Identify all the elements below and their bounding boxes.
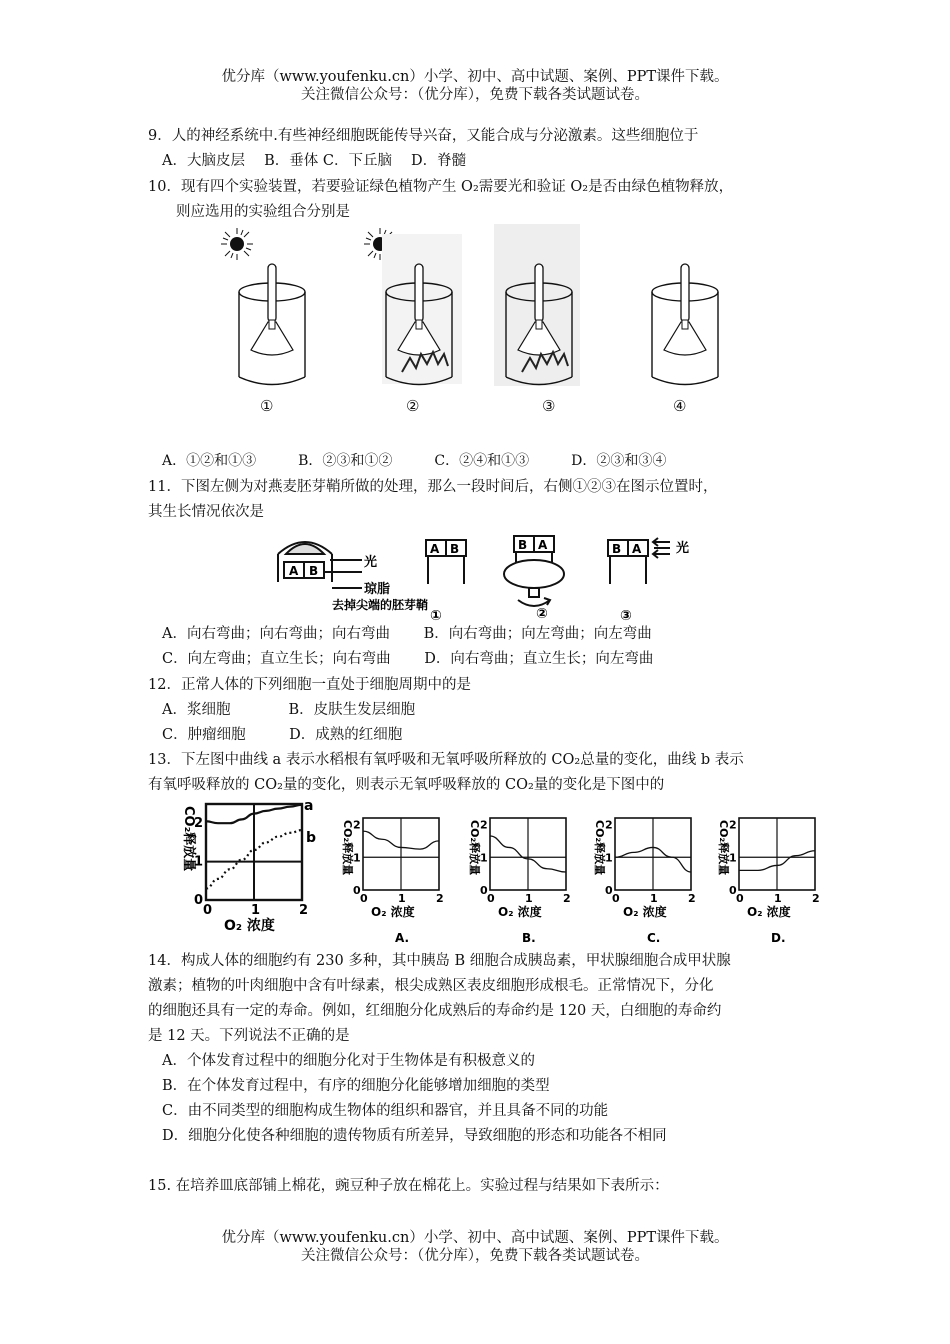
main-xtick: 1 [251,903,261,918]
panel-label-C.: C. [647,931,661,945]
p3-xlabel: O₂ 浓度 [623,905,667,919]
panel-label-B.: B. [522,931,536,945]
p4-xlabel: O₂ 浓度 [747,905,791,919]
p3-xtick: 2 [688,892,696,905]
q11-light-label-3: 光 [676,541,690,556]
p2-ytick: 1 [480,851,488,865]
main-xlabel: O₂ 浓度 [224,918,275,934]
p3-ytick: 2 [605,818,613,832]
p4-ytick: 0 [729,884,737,897]
main-curve-a-label: a [304,798,314,814]
p1-xtick: 2 [436,892,444,905]
main-ytick: 0 [194,893,204,908]
q13-stem-2: 有氧呼吸释放的 CO₂量的变化，则表示无氧呼吸释放的 CO₂量的变化是下图中的 [148,777,665,793]
p2-xtick: 2 [563,892,571,905]
q11-stem-1: 11．下图左侧为对燕麦胚芽鞘所做的处理，那么一段时间后，右侧①②③在图示位置时， [148,479,718,495]
p1-ytick: 1 [353,851,361,865]
q10-stem-1: 10．现有四个实验装置，若要验证绿色植物产生 O₂需要光和验证 O₂是否由绿色植物释放， [148,179,734,195]
p3-ytick: 1 [605,851,613,865]
p2-ytick: 2 [480,818,488,832]
q11-block-a-1: A [430,542,440,556]
p4-xtick: 0 [736,892,744,905]
page-header-line1: 优分库（www.youfenku.cn）小学、初中、高中试题、案例、PPT课件下载。 [221,69,729,85]
main-curve-b-label: b [306,830,317,846]
q10-options: A．①②和①③ B．②③和①② C．②④和①③ D．②③和③④ [162,453,667,469]
q14-option-b: B．在个体发育过程中，有序的细胞分化能够增加细胞的类型 [162,1078,550,1094]
q14-para-2: 激素；植物的叶肉细胞中含有叶绿素，根尖成熟区表皮细胞形成根毛。正常情况下，分化 [148,978,714,994]
panel-label-A.: A. [395,931,410,945]
page-header-line2: 关注微信公众号：（优分库），免费下载各类试题试卷。 [301,87,649,103]
q14-option-d: D．细胞分化使各种细胞的遗传物质有所差异，导致细胞的形态和功能各不相同 [162,1128,667,1144]
main-xtick: 0 [203,903,213,918]
q13-charts [166,798,826,950]
q14-para-1: 14．构成人体的细胞约有 230 多种，其中胰岛 B 细胞合成胰岛素，甲状腺细胞合成甲状腺 [148,953,731,969]
q11-coleoptile-figure [272,532,707,624]
q11-light-label: 光 [364,555,378,570]
p2-xtick: 1 [525,892,533,905]
q11-block-a-3: A [632,542,642,556]
q9-stem: 9．人的神经系统中.有些神经细胞既能传导兴奋，又能合成与分泌激素。这些细胞位于 [148,128,699,144]
p1-ylabel: CO₂释放量 [341,820,354,876]
p4-xtick: 2 [812,892,820,905]
p2-xtick: 0 [487,892,495,905]
p3-xtick: 0 [612,892,620,905]
q10-label-2: ② [406,397,420,415]
q11-block-b-3: B [612,542,622,556]
p1-xtick: 0 [360,892,368,905]
p3-ylabel: CO₂释放量 [593,820,606,876]
page-footer-line2: 关注微信公众号：（优分库），免费下载各类试题试卷。 [301,1248,649,1264]
p1-xlabel: O₂ 浓度 [371,905,415,919]
p3-ytick: 0 [605,884,613,897]
q11-block-b-1: B [450,542,460,556]
p2-ytick: 0 [480,884,488,897]
q11-block-a-left: A [289,564,299,578]
main-ytick: 1 [194,854,204,870]
q11-stem-2: 其生长情况依次是 [148,504,264,520]
q11-agar-label: 琼脂 [364,582,391,597]
p4-ytick: 1 [729,851,737,865]
q12-options-cd: C．肿瘤细胞 D．成熟的红细胞 [162,727,403,743]
q13-stem-1: 13．下左图中曲线 a 表示水稻根有氧呼吸和无氧呼吸所释放的 CO₂总量的变化，曲线 b 表示 [148,752,744,768]
p2-ylabel: CO₂释放量 [468,820,481,876]
q11-block-a-2: A [538,538,548,552]
q11-options-cd: C．向左弯曲；直立生长；向右弯曲 D．向右弯曲；直立生长；向左弯曲 [162,651,654,667]
q12-options-ab: A．浆细胞 B．皮肤生发层细胞 [162,702,416,718]
q14-option-a: A．个体发育过程中的细胞分化对于生物体是有积极意义的 [162,1053,535,1069]
q10-label-1: ① [260,397,274,415]
q10-label-3: ③ [542,397,556,415]
q15-stem: 15. 在培养皿底部铺上棉花，豌豆种子放在棉花上。实验过程与结果如下表所示： [148,1178,669,1194]
p4-xtick: 1 [774,892,782,905]
q11-block-b-2: B [518,538,528,552]
q11-n2: ② [536,606,548,622]
q14-para-3: 的细胞还具有一定的寿命。例如，红细胞分化成熟后的寿命约是 120 天，白细胞的寿命约 [148,1003,722,1019]
panel-label-D.: D. [771,931,786,945]
p1-ytick: 0 [353,884,361,897]
q11-removed-label: 去掉尖端的胚芽鞘 [332,598,429,612]
q14-option-c: C．由不同类型的细胞构成生物体的组织和器官，并且具备不同的功能 [162,1103,609,1119]
q10-apparatus-figure [210,222,740,397]
q11-n1: ① [430,608,442,624]
p1-xtick: 1 [398,892,406,905]
q11-n3: ③ [620,608,632,624]
q11-options-ab: A．向右弯曲；向右弯曲；向右弯曲 B．向右弯曲；向左弯曲；向左弯曲 [162,626,652,642]
q10-stem-2: 则应选用的实验组合分别是 [176,204,350,220]
q14-para-4: 是 12 天。下列说法不正确的是 [148,1028,350,1044]
main-ytick: 2 [194,816,204,832]
page-footer-line1: 优分库（www.youfenku.cn）小学、初中、高中试题、案例、PPT课件下载。 [221,1230,729,1246]
main-ylabel: CO₂释放量 [181,806,196,872]
q12-stem: 12．正常人体的下列细胞一直处于细胞周期中的是 [148,677,471,693]
main-xtick: 2 [299,903,309,918]
q9-options: A．大脑皮层 B．垂体 C．下丘脑 D．脊髓 [162,153,467,169]
p4-ylabel: CO₂释放量 [717,820,730,876]
q11-block-b-left: B [309,564,319,578]
q10-label-4: ④ [673,397,687,415]
p4-ytick: 2 [729,818,737,832]
p1-ytick: 2 [353,818,361,832]
p2-xlabel: O₂ 浓度 [498,905,542,919]
p3-xtick: 1 [650,892,658,905]
